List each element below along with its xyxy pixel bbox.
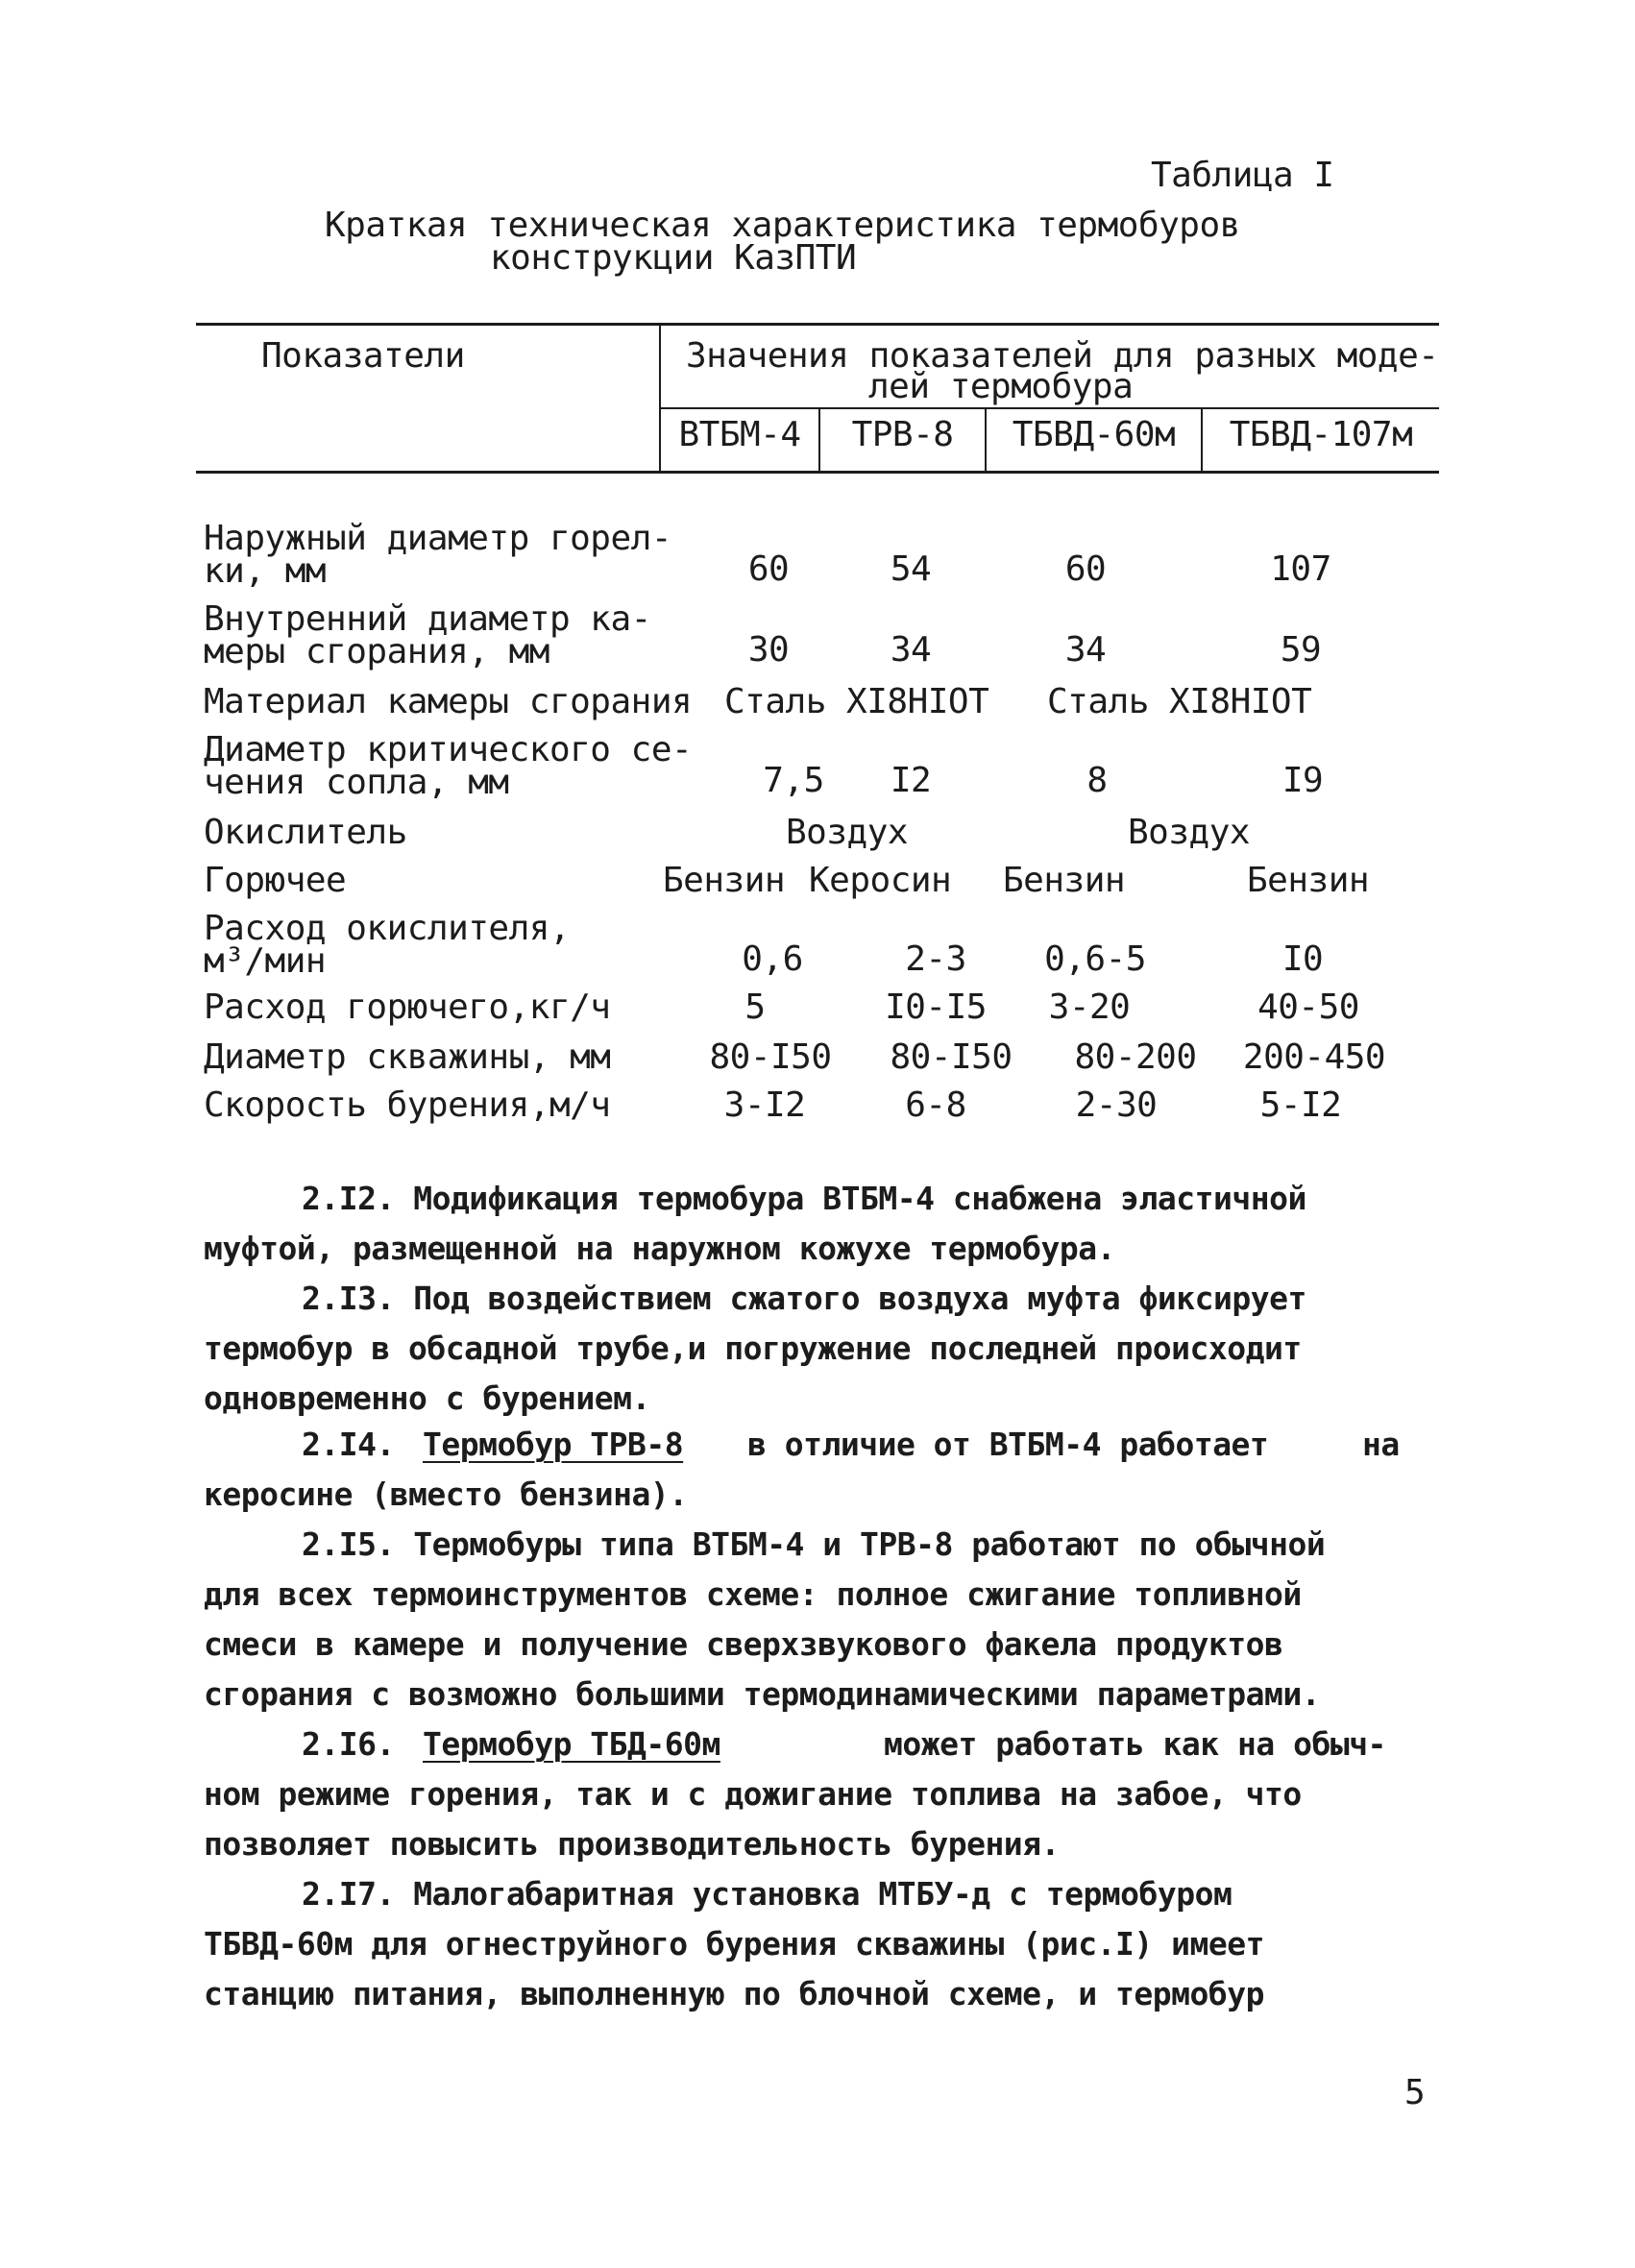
- paragraph-underlined-term: Термобур ТБД-60м: [423, 1725, 720, 1763]
- table-cell: 80-I50: [890, 1037, 1013, 1077]
- table-cell: Бензин: [1003, 861, 1126, 900]
- table-label: Таблица I: [1151, 156, 1334, 195]
- paragraph-number: 2.I6.: [302, 1725, 395, 1763]
- table-cell: 7,5: [763, 761, 824, 800]
- table-cell-span: Сталь XI8HIOT: [1047, 682, 1312, 721]
- model-header-trv-8: ТРВ-8: [851, 415, 954, 454]
- row-label: меры сгорания, мм: [204, 632, 549, 671]
- row-label: Расход горючего,кг/ч: [204, 988, 611, 1027]
- table-cell: 40-50: [1257, 988, 1359, 1027]
- paragraph-line: 2.I7. Малогабаритная установка МТБУ-д с термобуром: [302, 1875, 1232, 1913]
- paragraph-line: ном режиме горения, так и с дожигание топлива на забое, что: [204, 1775, 1302, 1813]
- table-cell: 3-20: [1048, 988, 1131, 1027]
- table-cell-span: Сталь XI8HIOT: [724, 682, 989, 721]
- table-cell: 0,6-5: [1044, 939, 1146, 979]
- paragraph-line: муфтой, размещенной на наружном кожухе термобура.: [204, 1230, 1116, 1267]
- paragraph-line: смеси в камере и получение сверхзвукового факела продуктов: [204, 1625, 1283, 1663]
- paragraph-line: станцию питания, выполненную по блочной схеме, и термобур: [204, 1975, 1264, 2012]
- table-cell: I2: [890, 761, 932, 800]
- row-label: Окислитель: [204, 813, 407, 852]
- model-header-tbvd-60m: ТБВД-60м: [1012, 415, 1176, 454]
- page-number: 5: [1404, 2073, 1426, 2112]
- table-cell: Бензин: [663, 861, 786, 900]
- paragraph-line: может работать как на обыч-: [884, 1725, 1386, 1763]
- table-cell: 3-I2: [723, 1085, 806, 1125]
- table-cell-span: Воздух: [786, 813, 909, 852]
- header-values-line-2: лей термобура: [868, 367, 1134, 406]
- table-cell: I9: [1281, 761, 1324, 800]
- paragraph-line: в отличие от ВТБМ-4 работает: [747, 1426, 1269, 1463]
- table-cell: 5-I2: [1259, 1085, 1342, 1125]
- table-cell: Бензин: [1247, 861, 1370, 900]
- table-cell: 5: [744, 988, 766, 1027]
- row-label: Расход окислителя,: [204, 909, 571, 948]
- row-label: Наружный диаметр горел-: [204, 519, 671, 558]
- table-cell: 0,6: [742, 939, 803, 979]
- table-cell: 30: [747, 630, 790, 670]
- header-indicators: Показатели: [261, 336, 465, 376]
- row-label: ки, мм: [204, 551, 327, 591]
- table-cell: 54: [890, 549, 932, 589]
- table-title-line-1: Краткая техническая характеристика термобуров: [325, 206, 1240, 245]
- paragraph-line: для всех термоинструментов схеме: полное сжигание топливной: [204, 1575, 1302, 1613]
- table-cell: 8: [1086, 761, 1108, 800]
- row-label: Горючее: [204, 861, 347, 900]
- model-header-tbvd-107m: ТБВД-107м: [1229, 415, 1413, 454]
- table-cell: I0-I5: [885, 988, 987, 1027]
- paragraph-number: 2.I4.: [302, 1426, 395, 1463]
- header-values-line-1: Значения показателей для разных моде-: [686, 336, 1439, 376]
- table-cell: 34: [890, 630, 932, 670]
- paragraph-line: ТБВД-60м для огнеструйного бурения скважины (рис.I) имеет: [204, 1925, 1264, 1963]
- paragraph-line: сгорания с возможно большими термодинамическими параметрами.: [204, 1675, 1321, 1713]
- table-cell: 80-I50: [709, 1037, 832, 1077]
- table-cell: 59: [1280, 630, 1322, 670]
- row-label: Диаметр критического се-: [204, 730, 693, 769]
- table-cell: 80-200: [1074, 1037, 1197, 1077]
- row-label: Диаметр скважины, мм: [204, 1037, 611, 1077]
- model-header-vtbm-4: ВТБМ-4: [678, 415, 801, 454]
- table-cell: 60: [747, 549, 790, 589]
- row-label: чения сопла, мм: [204, 763, 509, 802]
- paragraph-line: термобур в обсадной трубе,и погружение последней происходит: [204, 1329, 1302, 1367]
- paragraph-line: керосине (вместо бензина).: [204, 1475, 688, 1513]
- paragraph-line: позволяет повысить производительность бурения.: [204, 1825, 1060, 1863]
- paragraph-underlined-term: Термобур ТРВ-8: [423, 1426, 684, 1463]
- table-cell: 107: [1270, 549, 1331, 589]
- row-label: Внутренний диаметр ка-: [204, 599, 651, 639]
- table-cell: Керосин: [809, 861, 952, 900]
- table-top-rule: [196, 323, 1439, 326]
- table-cell: 200-450: [1242, 1037, 1386, 1077]
- table-cell: 2-30: [1075, 1085, 1158, 1125]
- table-title-line-2: конструкции КазПТИ: [490, 238, 857, 278]
- table-cell: 34: [1064, 630, 1107, 670]
- paragraph-line: 2.I3. Под воздействием сжатого воздуха муфта фиксирует: [302, 1280, 1306, 1317]
- paragraph-line: одновременно с бурением.: [204, 1379, 650, 1417]
- row-label: Материал камеры сгорания: [204, 682, 693, 721]
- paragraph-line: на: [1362, 1426, 1400, 1463]
- paragraph-line: 2.I2. Модификация термобура ВТБМ-4 снабжена эластичной: [302, 1180, 1306, 1217]
- paragraph-line: 2.I5. Термобуры типа ВТБМ-4 и ТРВ-8 работают по обычной: [302, 1525, 1326, 1563]
- row-label: Скорость бурения,м/ч: [204, 1085, 611, 1125]
- row-label: м³/мин: [204, 941, 327, 981]
- table-subheader-rule: [660, 407, 1439, 409]
- table-cell: 6-8: [905, 1085, 966, 1125]
- table-cell: I0: [1281, 939, 1324, 979]
- table-cell-span: Воздух: [1128, 813, 1251, 852]
- table-header-bottom-rule: [196, 471, 1439, 474]
- table-cell: 60: [1064, 549, 1107, 589]
- table-cell: 2-3: [905, 939, 966, 979]
